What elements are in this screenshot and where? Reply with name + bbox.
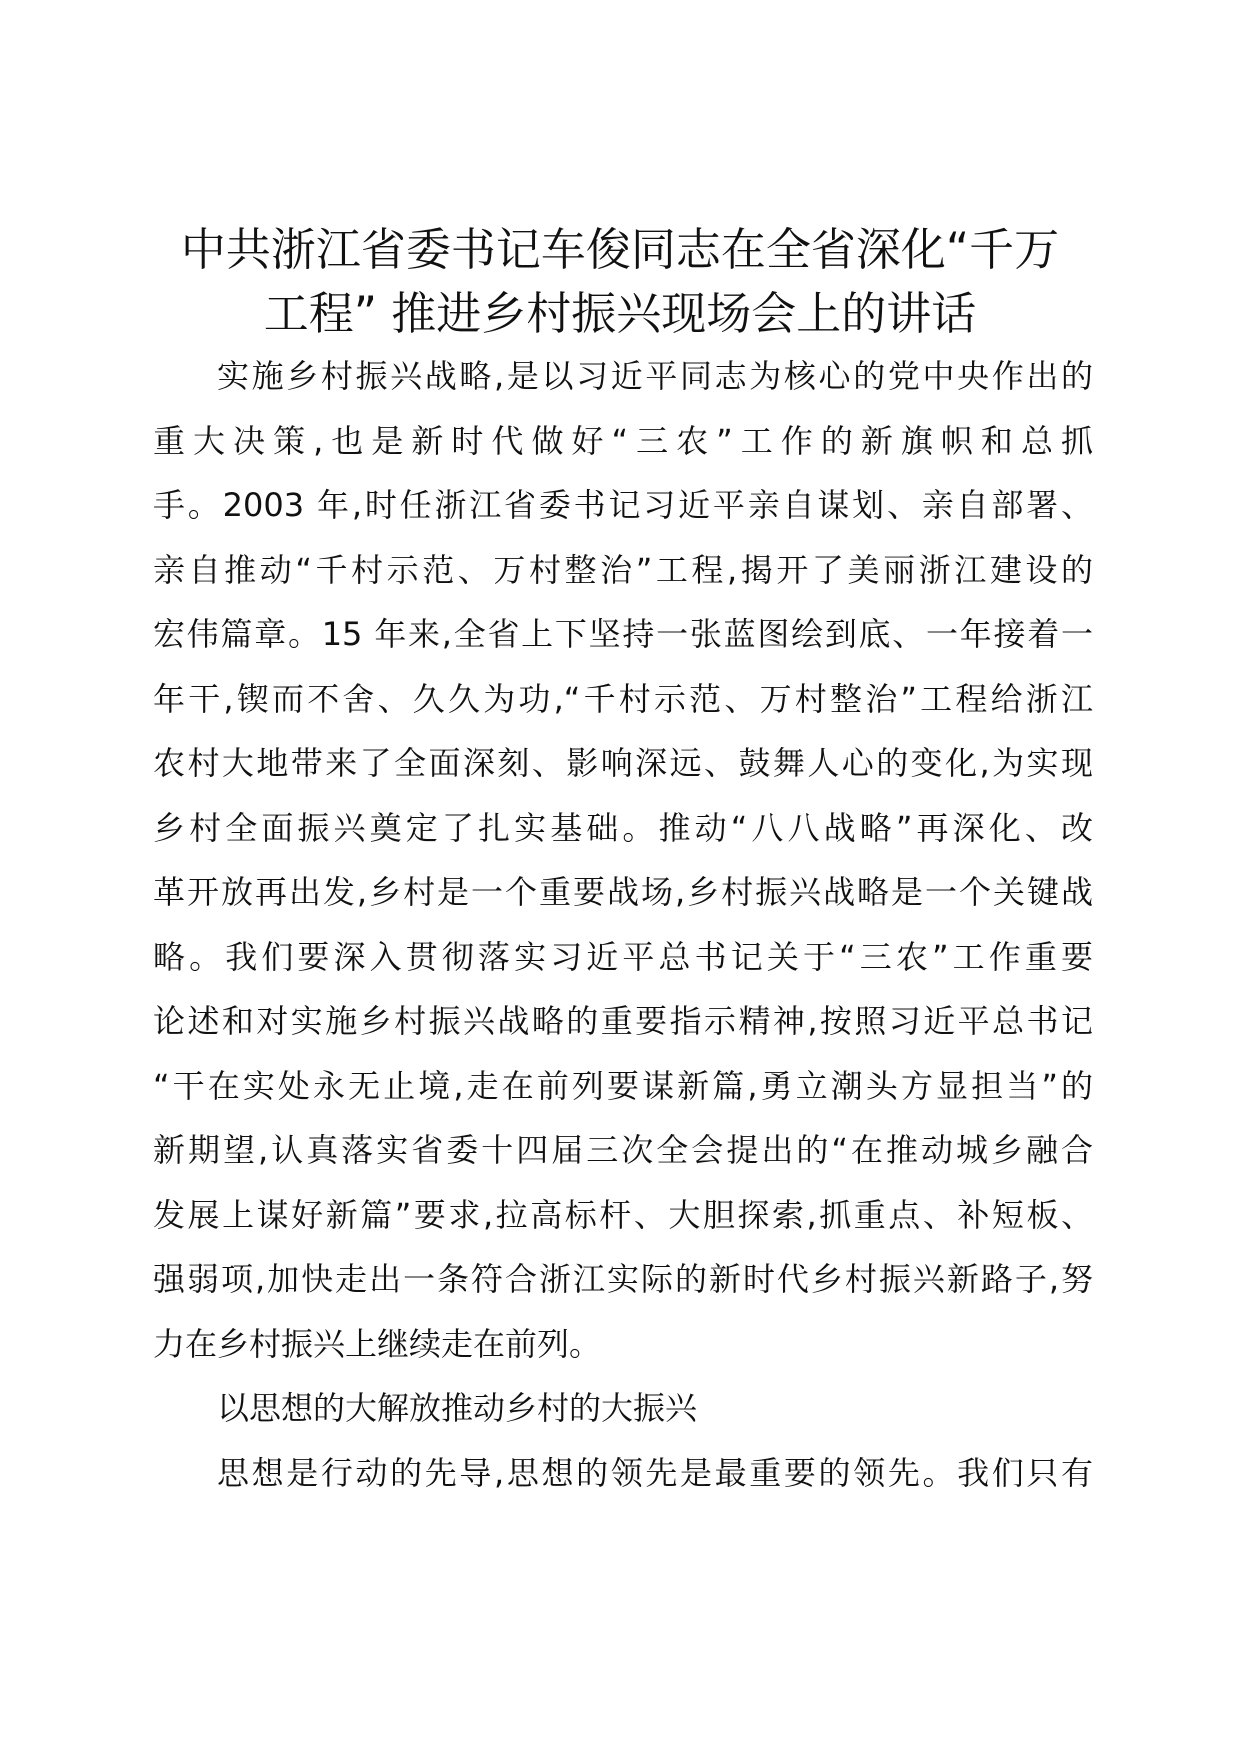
- paragraph-line: 力在乡村振兴上继续走在前列。: [153, 1324, 602, 1363]
- paragraph-line: 新期望,认真落实省委十四届三次全会提出的“在推动城乡融合: [153, 1131, 1093, 1169]
- paragraph-line: 重大决策,也是新时代做好“三农”工作的新旗帜和总抓: [153, 421, 1093, 460]
- paragraph-line: 强弱项,加快走出一条符合浙江实际的新时代乡村振兴新路子,努: [153, 1260, 1093, 1298]
- title-line: 工程” 推进乡村振兴现场会上的讲话: [263, 287, 977, 340]
- paragraph-line: 年干,锲而不舍、久久为功,“千村示范、万村整治”工程给浙江: [153, 679, 1093, 718]
- paragraph-line: 思想是行动的先导,思想的领先是最重要的领先。我们只有: [217, 1453, 1093, 1492]
- paragraph-line: 手。2003 年,时任浙江省委书记习近平亲自谋划、亲自部署、: [153, 486, 1093, 524]
- title-line: 中共浙江省委书记车俊同志在全省深化“千万: [180, 223, 1060, 276]
- paragraph-intro: [153, 344, 1093, 1376]
- paragraph-line: 论述和对实施乡村振兴战略的重要指示精神,按照习近平总书记: [153, 1002, 1093, 1040]
- paragraph-line: “干在实处永无止境,走在前列要谋新篇,勇立潮头方显担当”的: [153, 1066, 1093, 1105]
- paragraph-line: 实施乡村振兴战略,是以习近平同志为核心的党中央作出的: [217, 357, 1093, 395]
- paragraph-line: 革开放再出发,乡村是一个重要战场,乡村振兴战略是一个关键战: [153, 873, 1093, 911]
- paragraph-line: 乡村全面振兴奠定了扎实基础。推动“八八战略”再深化、改: [153, 808, 1093, 847]
- document-title: [150, 218, 1090, 346]
- section-heading: 以思想的大解放推动乡村的大振兴: [217, 1389, 698, 1427]
- paragraph-line: 发展上谋好新篇”要求,拉高标杆、大胆探索,抓重点、补短板、: [153, 1195, 1093, 1234]
- paragraph-thought: [153, 1441, 1093, 1506]
- paragraph-line: 宏伟篇章。15 年来,全省上下坚持一张蓝图绘到底、一年接着一: [153, 615, 1093, 653]
- paragraph-line: 略。我们要深入贯彻落实习近平总书记关于“三农”工作重要: [153, 937, 1093, 976]
- document-body: [153, 344, 1093, 1505]
- paragraph-line: 亲自推动“千村示范、万村整治”工程,揭开了美丽浙江建设的: [153, 550, 1093, 589]
- paragraph-line: 农村大地带来了全面深刻、影响深远、鼓舞人心的变化,为实现: [153, 744, 1093, 782]
